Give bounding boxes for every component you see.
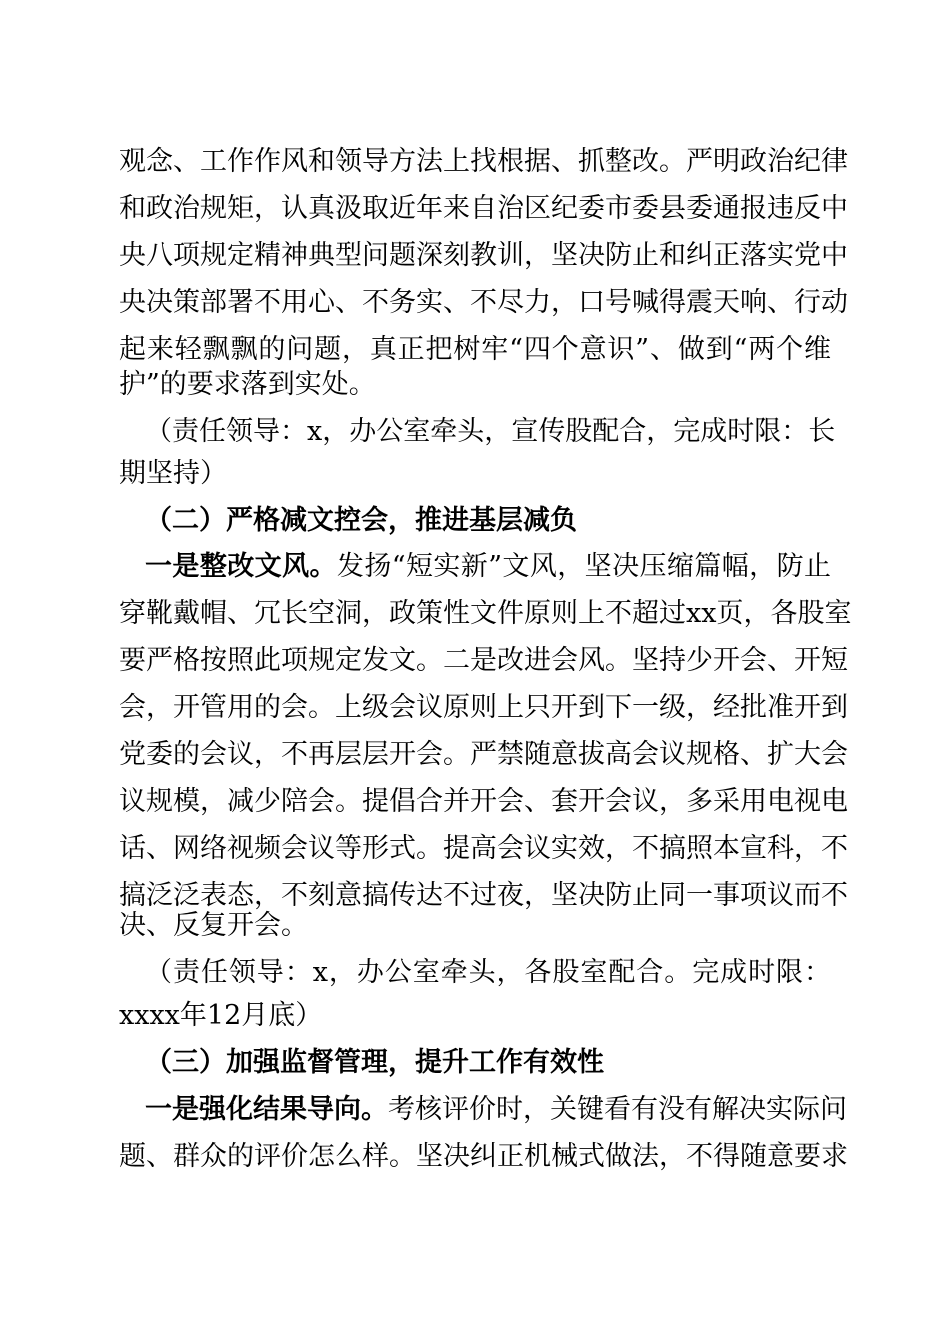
section-heading-2: （二）严格减文控会，推进基层减负 bbox=[145, 505, 577, 536]
body-line bbox=[145, 1090, 847, 1130]
responsibility-note: （责任领导：x，办公室牵头，宣传股配合，完成时限：长 bbox=[145, 416, 836, 447]
body-line: 话、网络视频会议等形式。提高会议实效，不搞照本宣科，不 bbox=[119, 833, 848, 864]
body-line: 题、群众的评价怎么样。坚决纠正机械式做法，不得随意要求 bbox=[119, 1141, 848, 1172]
body-text: 发扬“短实新”文风，坚决压缩篇幅，防止 bbox=[336, 551, 832, 582]
responsibility-note-cont: xxxx年12月底） bbox=[119, 1000, 323, 1031]
body-line: 要严格按照此项规定发文。二是改进会风。坚持少开会、开短 bbox=[119, 645, 848, 676]
body-line: 护”的要求落到实处。 bbox=[119, 369, 376, 400]
body-line: 决、反复开会。 bbox=[119, 910, 308, 941]
body-line: 和政治规矩，认真汲取近年来自治区纪委市委县委通报违反中 bbox=[119, 193, 848, 224]
section-heading-3: （三）加强监督管理，提升工作有效性 bbox=[145, 1047, 604, 1078]
body-line: 会，开管用的会。上级会议原则上只开到下一级，经批准开到 bbox=[119, 692, 848, 723]
responsibility-note-cont: 期坚持） bbox=[119, 458, 227, 489]
body-line: 央八项规定精神典型问题深刻教训，坚决防止和纠正落实党中 bbox=[119, 240, 848, 271]
lead-phrase: 一是整改文风。 bbox=[145, 551, 337, 582]
body-text: 考核评价时，关键看有没有解决实际问 bbox=[388, 1094, 847, 1125]
body-line: 议规模，减少陪会。提倡合并开会、套开会议，多采用电视电 bbox=[119, 786, 848, 817]
body-line bbox=[145, 547, 831, 587]
body-line: 观念、工作作风和领导方法上找根据、抓整改。严明政治纪律 bbox=[119, 146, 848, 177]
responsibility-note: （责任领导：x，办公室牵头，各股室配合。完成时限： bbox=[145, 957, 831, 988]
lead-phrase: 一是强化结果导向。 bbox=[145, 1094, 388, 1125]
body-line: 起来轻飘飘的问题，真正把树牢“四个意识”、做到“两个维 bbox=[119, 334, 831, 365]
body-line: 党委的会议，不再层层开会。严禁随意拔高会议规格、扩大会 bbox=[119, 739, 848, 770]
body-line: 穿靴戴帽、冗长空洞，政策性文件原则上不超过xx页，各股室 bbox=[119, 598, 852, 629]
body-line: 央决策部署不用心、不务实、不尽力，口号喊得震天响、行动 bbox=[119, 287, 848, 318]
body-line: 搞泛泛表态，不刻意搞传达不过夜，坚决防止同一事项议而不 bbox=[119, 880, 848, 911]
